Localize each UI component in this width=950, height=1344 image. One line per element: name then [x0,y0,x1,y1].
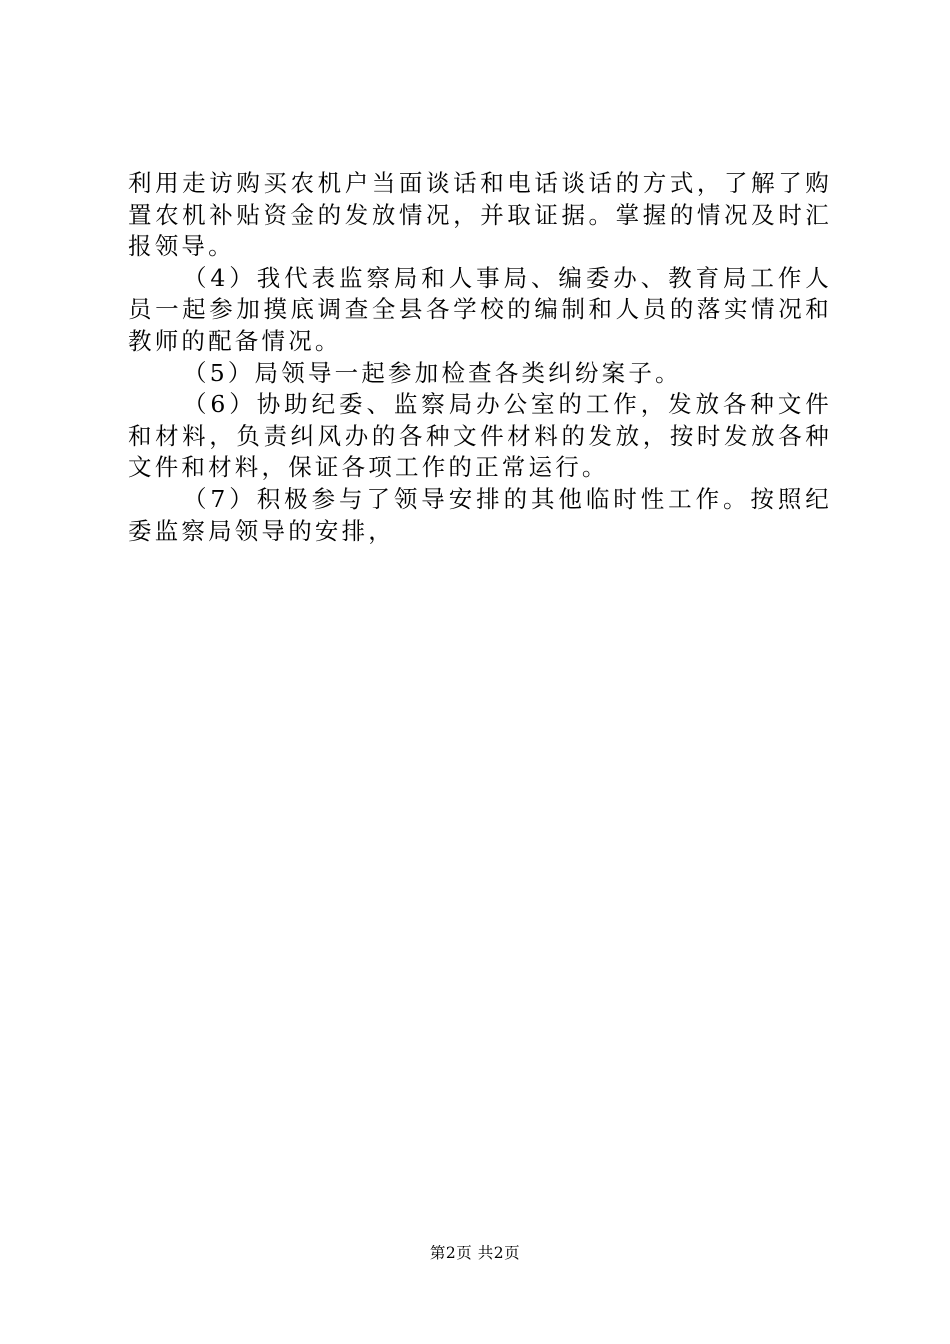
document-body [128,168,832,547]
paragraph-item-4: （4）我代表监察局和人事局、编委办、教育局工作人员一起参加摸底调查全县各学校的编制和人员的落实情况和教师的配备情况。 [128,263,832,355]
page-footer: 第2页 共2页 [429,1244,521,1262]
paragraph-item-7: （7）积极参与了领导安排的其他临时性工作。按照纪委监察局领导的安排， [128,484,832,545]
paragraph-item-6: （6）协助纪委、监察局办公室的工作，发放各种文件和材料，负责纠风办的各种文件材料的发放，按时发放各种文件和材料，保证各项工作的正常运行。 [128,390,832,482]
paragraph-item-5: （5）局领导一起参加检查各类纠纷案子。 [183,358,682,387]
paragraph-continuation: 利用走访购买农机户当面谈话和电话谈话的方式，了解了购置农机补贴资金的发放情况，并取证据。掌握的情况及时汇报领导。 [128,169,832,261]
